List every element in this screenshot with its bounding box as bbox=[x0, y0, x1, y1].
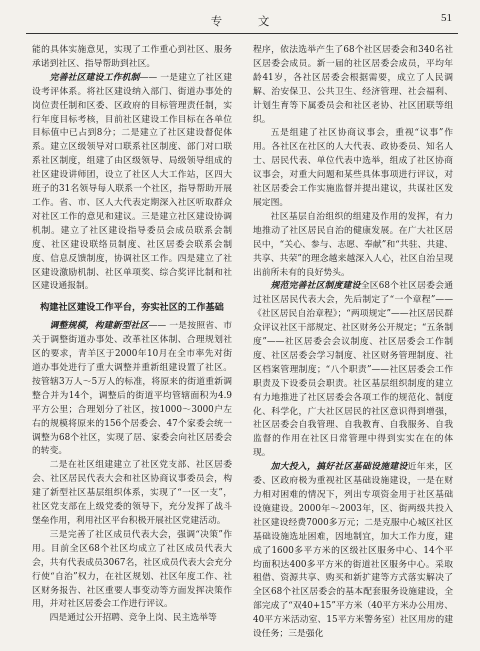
paragraph-body: —— 一是建立了社区建设考评体系。将社区建设纳入部门、街道办事处的岗位责任制和区委、区政府的目标管理责任制，实行年度目标考核，目前社区建设工作目标在各单位目标值中已占到8分；二是建立了社区建设督促体系。建立区级领导对口联系社区制度、部门对口联系社区制度，组建了由区级领导、局级领导组成的社区建设讲师团，设立了社区人大工作站，区四大班子的31名领导每人联系一个社区，指导帮助开展工作。省、市、区人大代表定期深入社区听取群众对社区工作的意见和建议。三是建立社区建设协调机制。建立了社区建设指导委员会成员联系会制度、社区建设联络员制度、社区居委会联系会制度、信息反馈制度，协调社区工作。四是建立了社区建设激励机制、社区单项奖、综合奖评比制和社区建设通报制。 bbox=[32, 72, 232, 292]
page-number: 51 bbox=[441, 12, 452, 24]
paragraph-lead: 加大投入，搞好社区基础设施建设 bbox=[270, 462, 408, 473]
paragraph: 程序，依法选举产生了68个社区居委会和340名社区居委会成员。新一届的社区居委会成员，平均年龄41岁，各社区居委会根据需要，成立了人民调解、治安保卫、公共卫生、经济管理、社会福利、计划生育等下属委员会和社区老协、社区团联等组织。 bbox=[253, 45, 453, 125]
running-header bbox=[0, 0, 480, 36]
right-column bbox=[253, 44, 453, 644]
paragraph-lead: 规范完善社区制度建设 bbox=[270, 281, 361, 292]
paragraph: 四是通过公开招聘、竞争上岗、民主选举等 bbox=[49, 613, 217, 624]
paragraph: 能的具体实施意见，实现了工作重心到社区、服务承诺到社区、指导帮助到社区。 bbox=[32, 45, 232, 69]
paragraph: 二是在社区组建建立了社区党支部、社区居委会、社区居民代表大会和社区协商议事委员会，构建了新型社区基层组织体系，实现了“一区一支”，社区党支部在上级党委的领导下，充分发挥了战斗堡垒作用，利用社区平台积极开展社区党建活动。 bbox=[32, 460, 232, 526]
paragraph: 三是完善了社区成员代表大会，强调“决策”作用。目前全区68个社区均成立了社区成员代表大会，共有代表成员3067名，社区成员代表大会充分行使“自治”权力，在社区规划、社区年度工作、社区财务报告、社区重要人事变动等方面发挥决策作用，并对社区居委会工作进行评议。 bbox=[32, 529, 232, 610]
paragraph bbox=[32, 320, 232, 459]
paragraph bbox=[253, 461, 453, 642]
paragraph: 社区基层自治组织的组建及作用的发挥，有力地推动了社区居民自治的健康发展。在广大社区居民中，“关心、参与、志愿、奉献”和“共驻、共建、共享、共荣”的理念越来越深入人心，社区自治呈现出前所未有的良好势头。 bbox=[253, 211, 453, 278]
paragraph-lead: 调整规模，构建新型社区 bbox=[49, 321, 149, 332]
header-rule bbox=[26, 33, 458, 34]
section-title: 构建社区建设工作平台，夯实社区的工作基础 bbox=[40, 302, 224, 314]
left-column bbox=[32, 44, 232, 644]
header-title: 专 文 bbox=[210, 14, 286, 28]
paragraph-body: —— 一是按照省、市关于调整街道办事处、改革社区体制、合理规划社区的要求，青羊区于2000年10月在全市率先对街道办事处进行了重大调整并重新组建设置了社区。按管辖3万人～5万人的标准，将原来的街道重新调整合并为14个，调整后的街道平均管辖面积为4.9平方公里；合理划分了社区，按1000～3000户左右的规模将原来的156个居委会、47个家委会统一调整为68个社区，实现了居、家委会向社区居委会的转变。 bbox=[32, 321, 232, 457]
paragraph bbox=[32, 72, 232, 295]
paragraph bbox=[253, 280, 453, 461]
paragraph-body: 全区68个社区居委会通过社区居民代表大会，先后制定了“一个章程”——《社区居民自治章程》；“两项规定”——社区居民群众评议社区干部规定、社区财务公开规定；“五条制度”——社区居委会会议制度、社区居委会工作制度、社区居委会学习制度、社区财务管理制度、社区档案管理制度；“八个职责”——社区居委会工作职责及下设委员会职责。社区基层组织制度的建立有力地推进了社区居委会各项工作的规范化、制度化、科学化，广大社区居民的社区意识得到增强，社区居委会自我管理、自我教育、自我服务、自我监督的作用在社区日常管理中得到实实在在的体现。 bbox=[253, 281, 453, 459]
paragraph-body: 近年来，区委、区政府极为重视社区基础设施建设，一是在财力相对困难的情况下，列出专项资金用于社区基础设施建设。2000年～2003年，区、街两级共投入社区建设经费7000多万元；二是克服中心城区社区基础设施选址困难，因地制宜，加大工作力度，建成了1600多平方米的区级社区服务中心、14个平均面积达400多平方米的街道社区服务中心。采取租借、资源共享、购买和新扩建等方式落实解决了全区68个社区居委会的基本配套服务设施建设，全部完成了“双40+15”平方米（40平方米办公用房、40平方米活动室、15平方米警务室）社区用房的建设任务；三是强化 bbox=[253, 462, 453, 640]
paragraph: 五是组建了社区协商议事会，重视“议事”作用。各社区在社区的人大代表、政协委员、知名人士、居民代表、单位代表中选举，组成了社区协商议事会，对重大问题和某些具体事项进行评议，对社区居委会工作实施监督并提出建议，共谋社区发展定图。 bbox=[253, 128, 453, 208]
paragraph-lead: 完善社区建设工作机制 bbox=[49, 72, 140, 83]
